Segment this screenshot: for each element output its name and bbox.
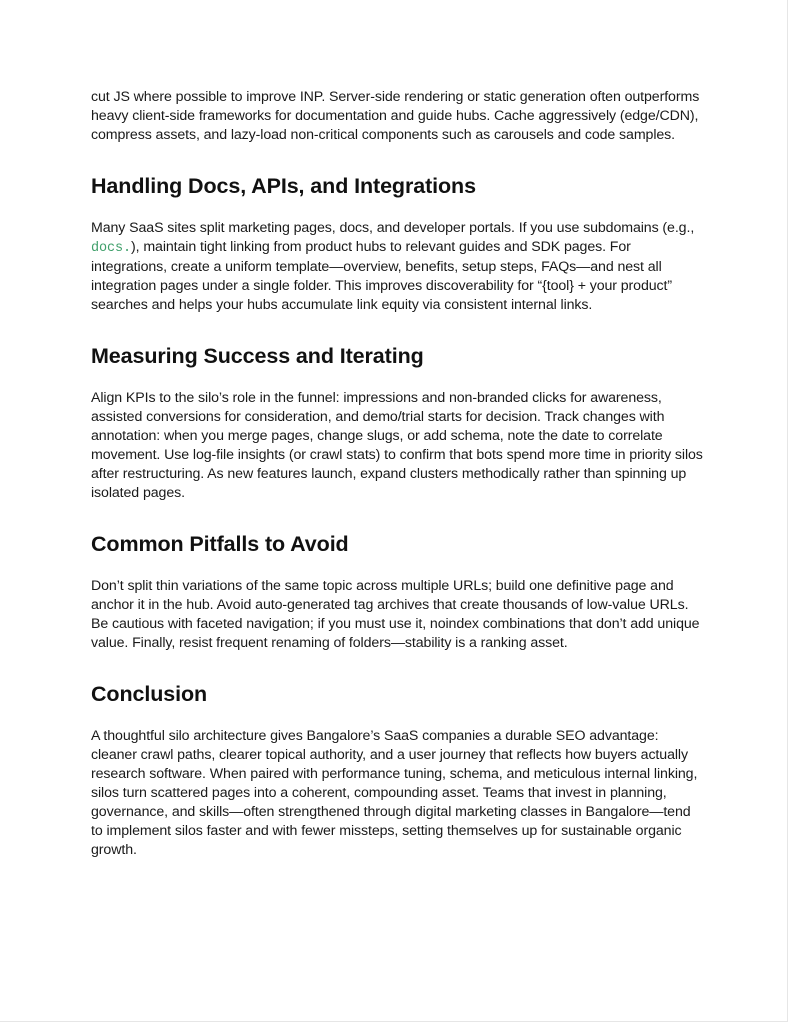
section-heading: Handling Docs, APIs, and Integrations xyxy=(91,174,476,198)
section-measuring-success xyxy=(91,342,703,503)
inline-code: docs. xyxy=(91,241,132,256)
section-paragraph: Align KPIs to the silo’s role in the funnel: impressions and non-branded clicks for awareness, assisted conversions for consideration, and demo/trial starts for decision. Track changes with annotation: when you merge pages, change slugs, or add schema, note the date to correlate movement. Use log-file insights (or crawl stats) to confirm that bots spend more time in priority silos after restructuring. As new features launch, expand clusters methodically rather than spinning up isolated pages. xyxy=(91,390,703,501)
section-docs-apis-integrations xyxy=(91,172,703,315)
section-paragraph: A thoughtful silo architecture gives Bangalore’s SaaS companies a durable SEO advantage: cleaner crawl paths, clearer topical authority, and a user journey that reflects how buyers actually research software. When paired with performance tuning, schema, and meticulous internal linking, silos turn scattered pages into a coherent, compounding asset. Teams that invest in planning, governance, and skills—often strengthened through digital marketing classes in Bangalore—tend to implement silos faster and with fewer missteps, setting themselves up for sustainable organic growth. xyxy=(91,728,698,858)
paragraph-text: Many SaaS sites split marketing pages, docs, and developer portals. If you use subdomains (e.g., xyxy=(91,220,695,236)
paragraph-text: ), maintain tight linking from product hubs to relevant guides and SDK pages. For integrations, create a uniform template—overview, benefits, setup steps, FAQs—and nest all integration pages under a single folder. This improves discoverability for “{tool} + your product” searches and helps your hubs accumulate link equity via consistent internal links. xyxy=(91,239,673,313)
section-heading: Measuring Success and Iterating xyxy=(91,344,424,368)
section-heading: Common Pitfalls to Avoid xyxy=(91,532,349,556)
section-common-pitfalls xyxy=(91,530,703,653)
document-content xyxy=(91,88,703,887)
section-paragraph: Don’t split thin variations of the same topic across multiple URLs; build one definitive page and anchor it in the hub. Avoid auto-generated tag archives that create thousands of low-value URLs. Be cautious with faceted navigation; if you must use it, noindex combinations that don’t add unique value. Finally, resist frequent renaming of folders—stability is a ranking asset. xyxy=(91,578,700,651)
section-conclusion xyxy=(91,680,703,860)
section-heading: Conclusion xyxy=(91,682,208,706)
section-paragraph xyxy=(91,219,703,315)
intro-paragraph: cut JS where possible to improve INP. Server-side rendering or static generation often outperforms heavy client-side frameworks for documentation and guide hubs. Cache aggressively (edge/CDN), compress assets, and lazy-load non-critical components such as carousels and code samples. xyxy=(91,89,700,143)
